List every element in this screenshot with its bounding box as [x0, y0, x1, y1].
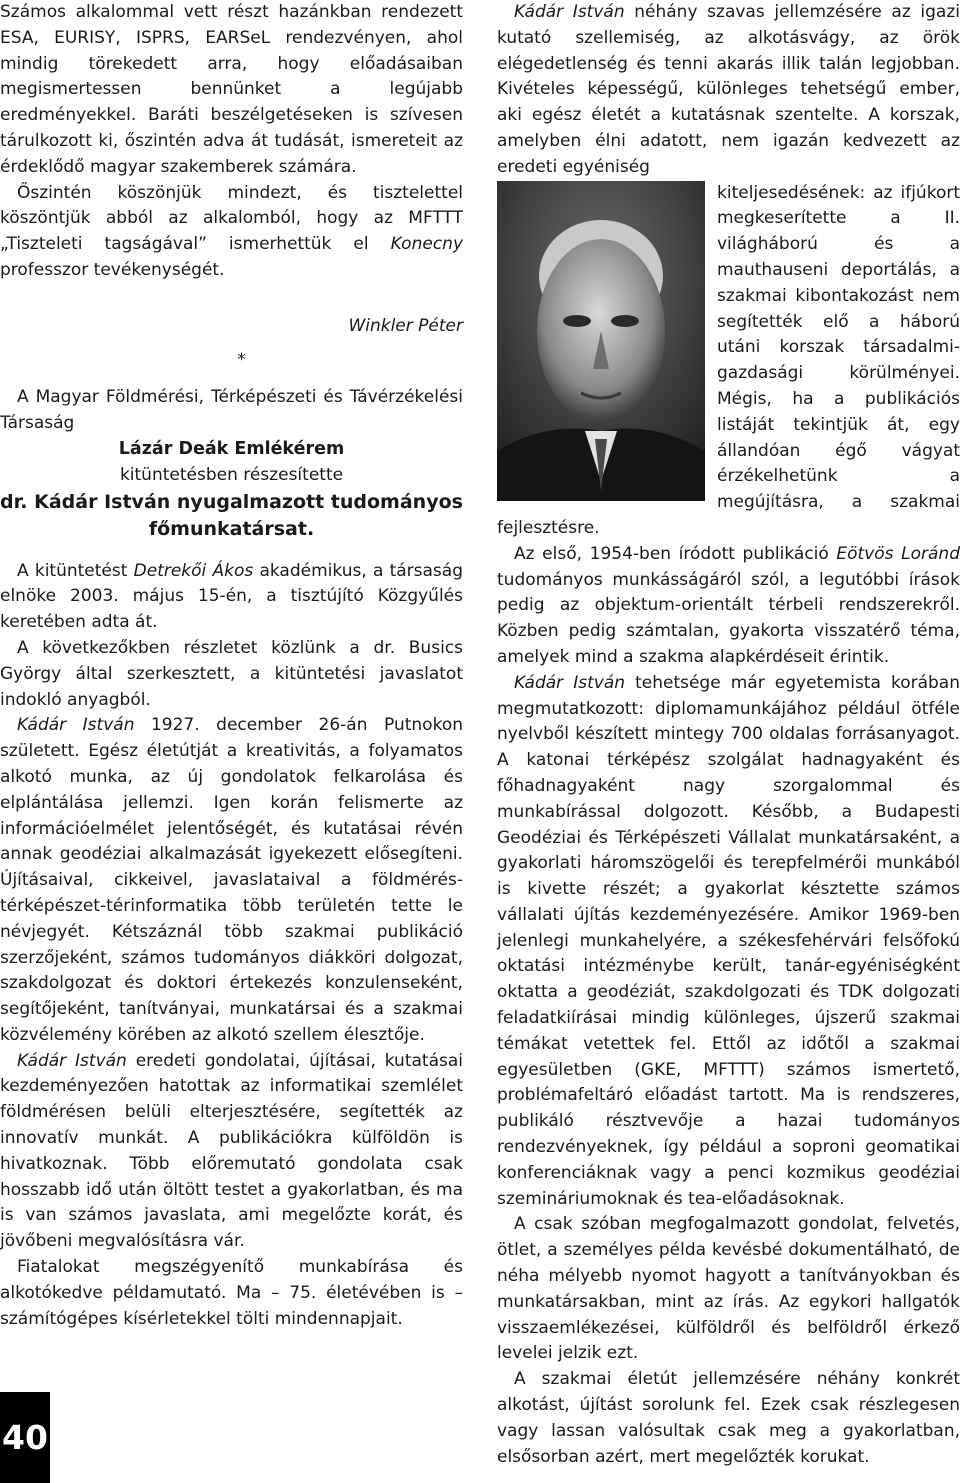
- page-number: 40: [0, 1392, 50, 1483]
- signature: Winkler Péter: [348, 315, 463, 336]
- portrait-photo: [497, 181, 705, 501]
- left-paragraph-5: [0, 713, 463, 1048]
- left-paragraph-7: Fiatalokat megszégyenítő munkabírása és alkotókedve példamutató. Ma – 75. életévében is – számítógépes kísérletekkel tölti mindennapjait.: [0, 1257, 463, 1329]
- left-paragraph-1: Számos alkalommal vett részt hazánkban rendezett ESA, EURISY, ISPRS, EARSeL rendezvényen, ahol mindig törekedett arra, hogy előadásaiban megismertessen bennünket a legújabb eredményekkel. Baráti beszélgetéseken is szívesen tárulkozott ki, őszintén adva át tudását, ismereteit az érdeklődő magyar szakemberek számára.: [0, 2, 463, 177]
- society-name: A Magyar Földmérési, Térképészeti és Távérzékelési Társaság: [0, 387, 463, 434]
- left-p2-name: Konecny: [390, 234, 463, 255]
- right-p1-name: Kádár István: [514, 2, 625, 22]
- award-recipient: dr. Kádár István nyugalmazott tudományos főmunkatársat.: [0, 490, 463, 540]
- right-paragraph-5: A szakmai életút jellemzésére néhány konkrét alkotást, újítást sorolunk fel. Ezek csak részlegesen vagy lassan valósultak csak meg a gyakorlatban, elsősorban azért, mert megelőzték korukat.: [497, 1369, 960, 1467]
- left-paragraph-4: A következőkben részletet közlünk a dr. Busics György által szerkesztett, a kitüntetési javaslatot indokló anyagból.: [0, 637, 463, 710]
- section-separator: *: [237, 349, 246, 370]
- award-text: kitüntetésben részesítette: [119, 464, 344, 485]
- portrait-image: [497, 181, 705, 501]
- left-paragraph-6: [0, 1049, 463, 1255]
- left-paragraph-3: [0, 559, 463, 636]
- left-p2-text-b: professzor tevékenységét.: [0, 259, 225, 280]
- left-p6-name: Kádár István: [17, 1050, 127, 1071]
- right-paragraph-2: [497, 542, 960, 671]
- award-name: Lázár Deák Emlékérem: [118, 438, 345, 459]
- right-paragraph-3: [497, 671, 960, 1213]
- left-p3-text-b: akadémikus, a társaság elnöke 2003. május 15-én, a tisztújító Közgyűlés keretében adta át.: [0, 560, 463, 633]
- left-column: [0, 0, 463, 1332]
- right-p2-name: Eötvös Loránd: [836, 543, 960, 564]
- left-p6-text: eredeti gondolatai, újításai, kutatásai kezdeményezően hatottak az informatikai szemlélet földmérésen belüli elterjesztésére, segítették az innovatív munkát. A publikációkra külföldön is hivatkoznak. Több előremutató gondolata csak hosszabb idő után öltött testet a gyakorlatban, és ma is van számos javaslata, ami megelőzte korát, és jövőbeni megvalósításra vár.: [0, 1050, 463, 1252]
- right-paragraph-1-wrap: kiteljesedésének: az ifjúkort megkeserítette a II. világháború és a mauthauseni deportálás, a szakmai kibontakozást nem segítették elő a háború utáni korszak társadalmi-gazdasági körülményei. Mégis, ha a publikációs listáját tekintjük át, egy állandóan égő vágyat érzékelhetünk a megújításra, a szakmai fejlesztésre.: [497, 182, 960, 538]
- right-paragraph-4: A csak szóban megfogalmazott gondolat, felvetés, ötlet, a személyes példa kevésbé dokumentálható, de néha mélyebb nyomot hagyott a tanítványokban és munkatársakban, mint az írás. Az egykori hallgatók visszaemlékezései, külföldről és belföldről érkező levelei jelzik ezt.: [497, 1214, 960, 1364]
- right-p2-text-b: tudományos munkásságáról szól, a legutóbbi írások pedig az objektum-orientált térbeli rendszerekről. Közben pedig számtalan, gyakorta visszatérő téma, amelyek mind a szakma alapkérdéseit érintik.: [497, 569, 960, 667]
- left-p2-text-a: Őszintén köszönjük mindezt, és tisztelettel köszöntjük abból az alkalomból, hogy az MFTTT „Tiszteleti tagságával” ismerhettük el: [0, 182, 463, 255]
- left-p5-name: Kádár István: [17, 715, 135, 736]
- right-p1-text-a: néhány szavas jellemzésére az igazi kutató szellemiség, az alkotásvágy, az örök elégedetlenség és tenni akarás illik talán legjobban. Kivételes képességű, különleges tehetségű ember, aki egész életét a kutatásnak szentelte. A korszak, amelyben élni adatott, nem igazán kedvezett az eredeti egyéniség: [497, 2, 960, 177]
- left-p5-text: 1927. december 26-án Putnokon született. Egész életútját a kreativitás, a folyamatos alkotó munka, az új gondolatok felkarolása és elplántálása jellemzi. Igen korán felismerte az információelmélet jelentőségét, és kutatásai révén annak geodéziai alkalmazását igyekezett elősegíteni. Újításaival, cikkeivel, javaslataival a földmérés-térképészet-térinformatika több területén tette le névjegyét. Kétszáznál több szakmai publikáció szerzőjeként, számos tudományos diákköri dolgozat, szakdolgozat és doktori értekezés konzulenseként, segítőjeként, tanítványai, munkatársai és a szakmai közvélemény körében az alkotó szellem élesztője.: [0, 715, 463, 1045]
- left-paragraph-2: [0, 181, 463, 284]
- right-column: [497, 0, 960, 1470]
- right-p3-name: Kádár István: [514, 672, 626, 693]
- right-p2-text-a: Az első, 1954-ben íródott publikáció: [514, 543, 837, 564]
- left-p3-name: Detrekői Ákos: [133, 560, 254, 581]
- left-p3-text-a: A kitüntetést: [17, 560, 134, 581]
- right-paragraph-1-top: [497, 0, 960, 181]
- right-p3-text: tehetsége már egyetemista korában megmutatkozott: diplomamunkájához például ötféle nyelvből készített mintegy 700 oldalas forrásanyagot. A katonai térképész szolgálat hadnagyaként és főhadnagyaként nagy szorgalommal és munkabírással dolgozott. Később, a Budapesti Geodéziai és Térképészeti Vállalat munkatársaként, a gyakorlati háromszögelői és terepfelmérői munkából is kivette részét; a gyakorlat késztette számos vállalati újítás kezdeményezésére. Amikor 1969-ben jelenlegi munkahelyére, a székesfehérvári felsőfokú oktatási intézménybe került, tanár-egyéniségként oktatta a geodéziát, szakdolgozati és TDK dolgozati feladatkiírásai mindig különleges, újszerű szakmai témákat vetettek fel. Ettől az időtől a szakmai egyesületben (GKE, MFTTT) számos ismertető, problémafeltáró előadást tartott. Ma is rendszeres, publikáló résztvevője a hazai tudományos rendezvényeknek, így például a soproni geomatikai konferenciáknak vagy a penci kozmikus geodéziai szemináriumoknak és tea-előadásoknak.: [497, 672, 960, 1209]
